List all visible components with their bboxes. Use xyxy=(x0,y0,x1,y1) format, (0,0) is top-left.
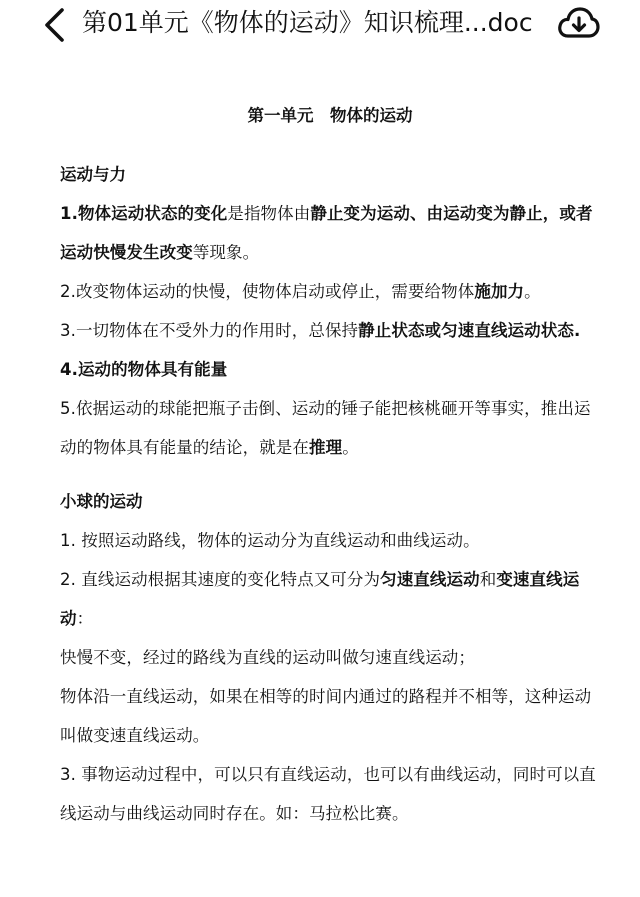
document-heading: 第一单元 物体的运动 xyxy=(247,106,413,125)
bold-text: 静止状态或匀速直线运动状态. xyxy=(358,321,581,340)
paragraph-7 xyxy=(60,560,600,638)
bold-text: 1.物体运动状态的变化 xyxy=(60,204,228,223)
paragraph-5 xyxy=(60,389,600,467)
plain-text: 等现象。 xyxy=(192,243,260,262)
section-gap xyxy=(60,467,600,483)
paragraph-2 xyxy=(60,272,600,311)
plain-text: 5.依据运动的球能把瓶子击倒、运动的锤子能把核桃砸开等事实，推出运动的物体具有能量的结论，就是在 xyxy=(60,399,591,457)
document-body xyxy=(60,96,600,833)
chevron-left-icon xyxy=(38,6,72,44)
bold-text: 匀速直线运动 xyxy=(380,570,480,589)
plain-text: 和 xyxy=(479,570,497,589)
cloud-download-icon xyxy=(556,4,600,44)
plain-text: 是指物体由 xyxy=(227,204,311,223)
bold-text: 变速直线运动 xyxy=(60,570,580,628)
document-title: 第01单元《物体的运动》知识梳理...doc xyxy=(82,8,533,37)
paragraph-8: 快慢不变，经过的路线为直线的运动叫做匀速直线运动； xyxy=(60,648,475,667)
paragraph-4 xyxy=(60,350,600,389)
top-bar xyxy=(0,0,640,50)
cloud-download-button[interactable] xyxy=(556,4,600,44)
plain-text: ： xyxy=(76,609,94,628)
plain-text: 。 xyxy=(524,282,541,301)
plain-text: 2.改变物体运动的快慢，使物体启动或停止，需要给物体 xyxy=(60,282,475,301)
bold-text: 静止变为运动、由运动变为静止，或者运动快慢发生改变 xyxy=(60,204,593,262)
paragraph-9: 物体沿一直线运动，如果在相等的时间内通过的路程并不相等，这种运动叫做变速直线运动。 xyxy=(60,687,592,745)
plain-text: 3.一切物体在不受外力的作用时，总保持 xyxy=(60,321,359,340)
bold-text: 4.运动的物体具有能量 xyxy=(60,360,228,379)
plain-text: 2. 直线运动根据其速度的变化特点又可分为 xyxy=(60,570,381,589)
back-button[interactable] xyxy=(38,6,72,44)
section-title-ball-motion: 小球的运动 xyxy=(60,492,143,511)
bold-text: 施加力 xyxy=(474,282,525,301)
section-title-motion-force: 运动与力 xyxy=(60,165,126,184)
paragraph-10: 3. 事物运动过程中，可以只有直线运动，也可以有曲线运动，同时可以直线运动与曲线运动同时存在。如：马拉松比赛。 xyxy=(60,765,596,823)
plain-text: 。 xyxy=(342,438,359,457)
paragraph-3 xyxy=(60,311,600,350)
bold-text: 推理 xyxy=(309,438,343,457)
paragraph-6: 1. 按照运动路线，物体的运动分为直线运动和曲线运动。 xyxy=(60,531,480,550)
paragraph-1 xyxy=(60,194,600,272)
